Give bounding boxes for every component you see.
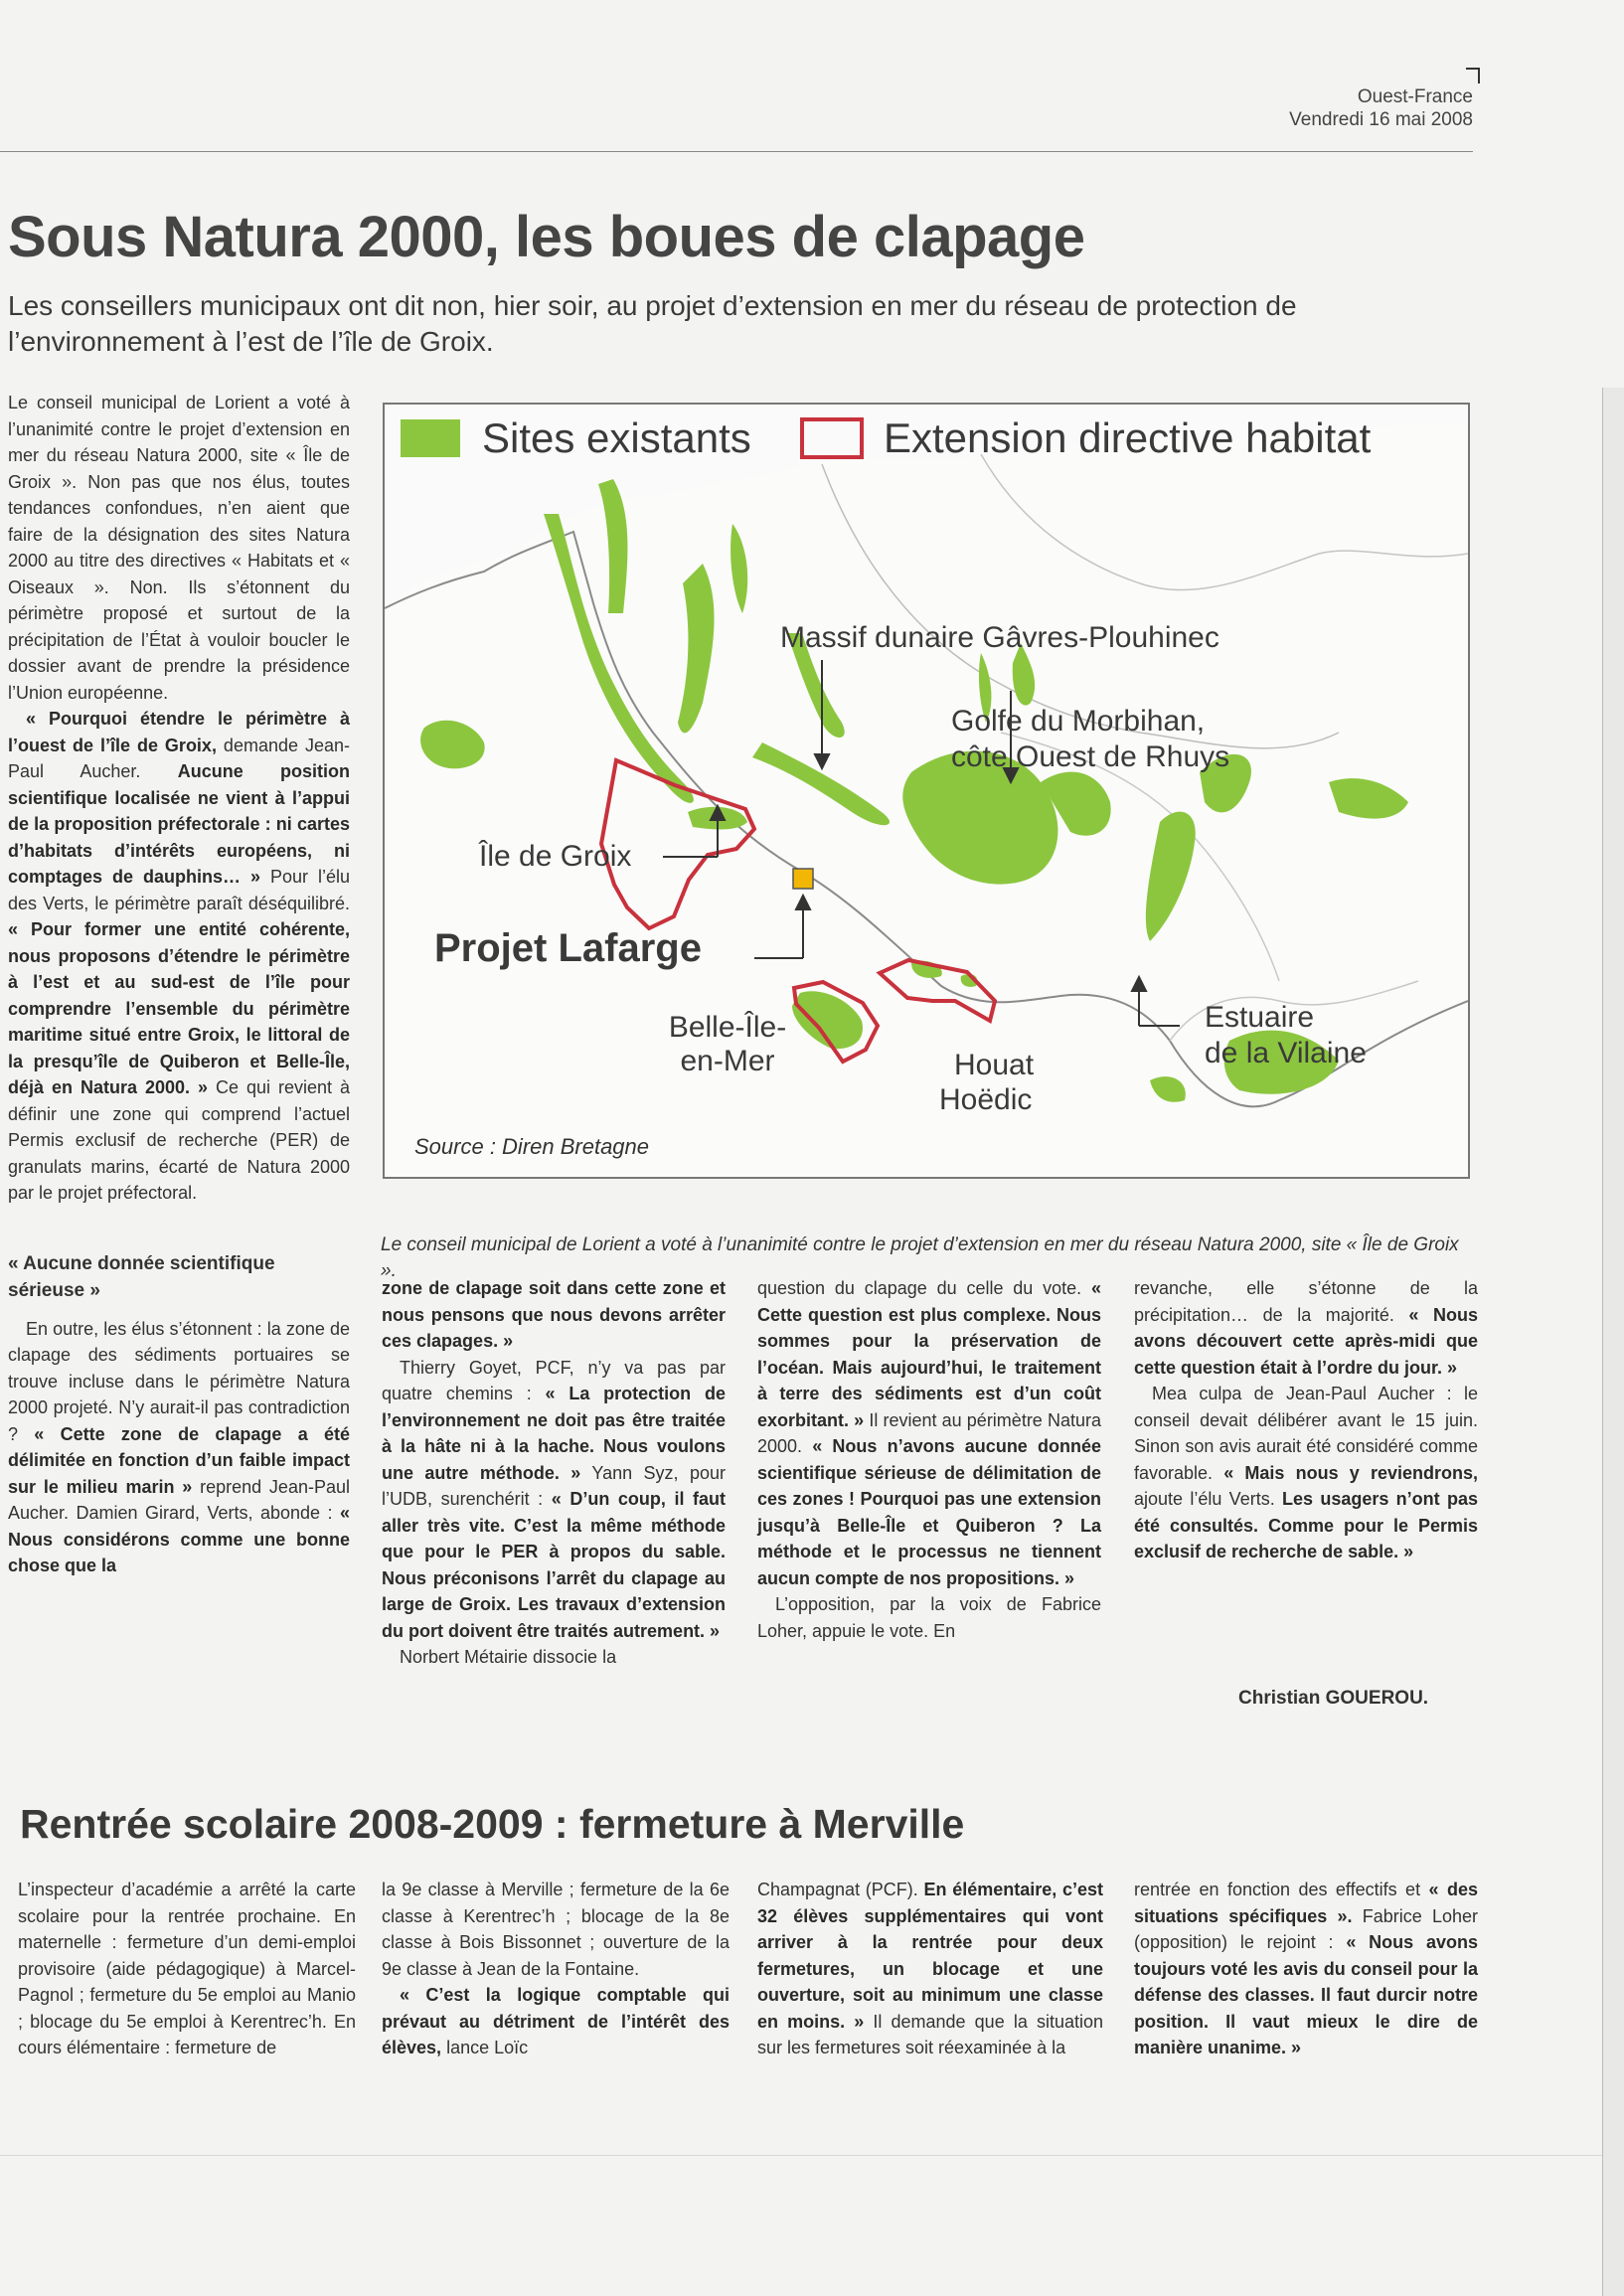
label-projet-lafarge: Projet Lafarge	[434, 926, 702, 970]
map-caption: Le conseil municipal de Lorient a voté à l’unanimité contre le projet d’extension en mer du réseau Natura 2000, site « Île de Groix ».	[381, 1234, 1459, 1281]
paragraph: L’inspecteur d’académie a arrêté la carte scolaire pour la rentrée prochaine. En maternelle : fermeture d’un demi-emploi provisoire (aide pédagogique) à Marcel-Pagnol ; fermeture du 5e emploi au Manio ; blocage du 5e emploi à Kerentrec’h. En cours élémentaire : fermeture de	[18, 1880, 356, 2057]
publication-name: Ouest-France	[1357, 86, 1473, 107]
article-column-2	[382, 1275, 726, 1671]
paragraph: zone de clapage soit dans cette zone et nous pensons que nous devons arrêter ces clapages. »	[382, 1278, 726, 1351]
paragraph: revanche, elle s’étonne de la précipitation… de la majorité. « Nous avons découvert cette après-midi que cette question était à l’ordre du jour. »	[1134, 1278, 1478, 1378]
paragraph: rentrée en fonction des effectifs et « des situations spécifiques ». Fabrice Loher (opposition) le rejoint : « Nous avons toujours voté les avis du conseil pour la défense des classes. Il faut durcir notre position. Il vaut mieux le dire de manière unanime. »	[1134, 1880, 1478, 2057]
page-bottom-line	[0, 2155, 1624, 2156]
label-hoedic: Hoëdic	[939, 1083, 1033, 1116]
article-column-4	[1134, 1275, 1478, 1565]
legend-existing-sites: Sites existants	[482, 414, 751, 461]
paragraph: En outre, les élus s’étonnent : la zone de clapage des sédiments portuaires se trouve incluse dans le périmètre Natura 2000 projeté. N’y aurait-il pas contradiction ? « Cette zone de clapage a été délimitée en fonction d’un faible impact sur le milieu marin » reprend Jean-Paul Aucher. Damien Girard, Verts, abonde : « Nous considérons comme une bonne chose que la	[8, 1318, 351, 1575]
paragraph: Champagnat (PCF). En élémentaire, c’est 32 élèves supplémentaires qui vont arriver à la rentrée pour deux fermetures, un blocage et une ouverture, soit au minimum une classe en moins. » Il demande que la situation sur les fermetures soit réexaminée à la	[757, 1880, 1103, 2057]
map-source: Source : Diren Bretagne	[414, 1134, 650, 1159]
article-title: Sous Natura 2000, les boues de clapage	[8, 205, 1085, 269]
label-belle-ile: Belle-Île- en-Mer	[668, 1011, 787, 1077]
article-column-3	[757, 1275, 1101, 1644]
paragraph: Thierry Goyet, PCF, n’y va pas par quatre chemins : « La protection de l’environnement ne doit pas être traitée à la hâte ni à la hache. Nous voulons une autre méthode. » Yann Syz, pour l’UDB, surenchérit : « D’un coup, il faut aller très vite. C’est la même méthode que pour le PER à propos du sable. Nous préconisons l’arrêt du clapage au large de Groix. Les travaux d’extension du port doivent être traités autrement. »	[382, 1357, 726, 1641]
second-article-column-3	[757, 1877, 1103, 2061]
article-deck: Les conseillers municipaux ont dit non, hier soir, au projet d’extension en mer du réseau de protection de l’environnement à l’est de l’île de Groix.	[8, 290, 1297, 357]
label-massif-dunaire: Massif dunaire Gâvres-Plouhinec	[780, 621, 1219, 654]
paragraph: la 9e classe à Merville ; fermeture de la 6e classe à Kerentrec’h ; blocage de la 8e classe à Bois Bissonnet ; ouverture de la 9e classe à Jean de la Fontaine.	[382, 1880, 730, 1979]
paragraph: « C’est la logique comptable qui prévaut au détriment de l’intérêt des élèves, lance Loïc	[382, 1985, 730, 2057]
adjacent-page-edge	[1602, 388, 1624, 2296]
second-article-column-1	[18, 1877, 356, 2061]
subheading: « Aucune donnée scientifique sérieuse »	[8, 1252, 275, 1301]
article-column-1	[8, 390, 350, 1579]
legend-extension: Extension directive habitat	[884, 414, 1372, 461]
paragraph: question du clapage du celle du vote. « Cette question est plus complexe. Nous sommes pour la préservation de l’océan. Mais aujourd’hui, le traitement à terre des sédiments est d’un coût exorbitant. » Il revient au périmètre Natura 2000. « Nous n’avons aucune donnée scientifique sérieuse de délimitation de ces zones ! Pourquoi pas une extension jusqu’à Belle-Île et Quiberon ? La méthode et le processus ne tiennent aucun compte de nos propositions. »	[757, 1278, 1101, 1588]
label-estuaire-line2: de la Vilaine	[1205, 1037, 1367, 1069]
label-houat: Houat	[954, 1049, 1035, 1081]
paragraph: « Pourquoi étendre le périmètre à l’ouest de l’île de Groix, demande Jean-Paul Aucher. Aucune position scientifique localisée ne vient à l’appui de la proposition préfectorale : ni cartes d’habitats d’intérêts européens, ni comptages de dauphins… » Pour l’élu des Verts, le périmètre paraît déséquilibré. « Pour former une entité cohérente, nous proposons d’étendre le périmètre à l’est et au sud-est de l’île pour comprendre l’ensemble du périmètre maritime situé entre Groix, le littoral de la presqu’île de Quiberon et Belle-Île, déjà en Natura 2000. » Ce qui revient à définir une zone qui comprend l’actuel Permis exclusif de recherche (PER) de granulats marins, écarté de Natura 2000 par le projet préfectoral.	[8, 709, 351, 1203]
second-article-title: Rentrée scolaire 2008-2009 : fermeture à Merville	[20, 1801, 965, 1847]
label-golfe-line1: Golfe du Morbihan,	[951, 705, 1206, 738]
author-signature: Christian GOUEROU.	[1238, 1688, 1429, 1709]
second-article-column-4	[1134, 1877, 1478, 2061]
paragraph: Mea culpa de Jean-Paul Aucher : le conseil devait délibérer avant le 15 juin. Sinon son avis aurait été considéré comme favorable. « Mais nous y reviendrons, ajoute l’élu Verts. Les usagers n’ont pas été consultés. Comme pour le Permis exclusif de recherche de sable. »	[1134, 1384, 1478, 1561]
label-ile-de-groix: Île de Groix	[479, 840, 632, 873]
corner-mark	[1466, 68, 1480, 83]
publication-date: Vendredi 16 mai 2008	[1289, 109, 1473, 130]
page-header	[1289, 85, 1473, 131]
label-estuaire-line1: Estuaire	[1205, 1001, 1315, 1034]
header-divider	[0, 151, 1473, 152]
paragraph: L’opposition, par la voix de Fabrice Loher, appuie le vote. En	[757, 1594, 1101, 1641]
paragraph: Norbert Métairie dissocie la	[400, 1647, 617, 1667]
label-golfe-line2: côte Ouest de Rhuys	[951, 740, 1230, 773]
map-figure	[383, 403, 1470, 1179]
paragraph: Le conseil municipal de Lorient a voté à l’unanimité contre le projet d’extension en mer du réseau Natura 2000, site « Île de Groix ». Non pas que nos élus, toutes tendances confondues, n’en aient que faire de la désignation des sites Natura 2000 au titre des directives « Habitats et « Oiseaux ». Non. Ils s’étonnent du périmètre proposé et surtout de la précipitation de l’État à vouloir boucler le dossier avant de prendre la présidence l’Union européenne.	[8, 393, 350, 703]
second-article-column-2	[382, 1877, 730, 2061]
